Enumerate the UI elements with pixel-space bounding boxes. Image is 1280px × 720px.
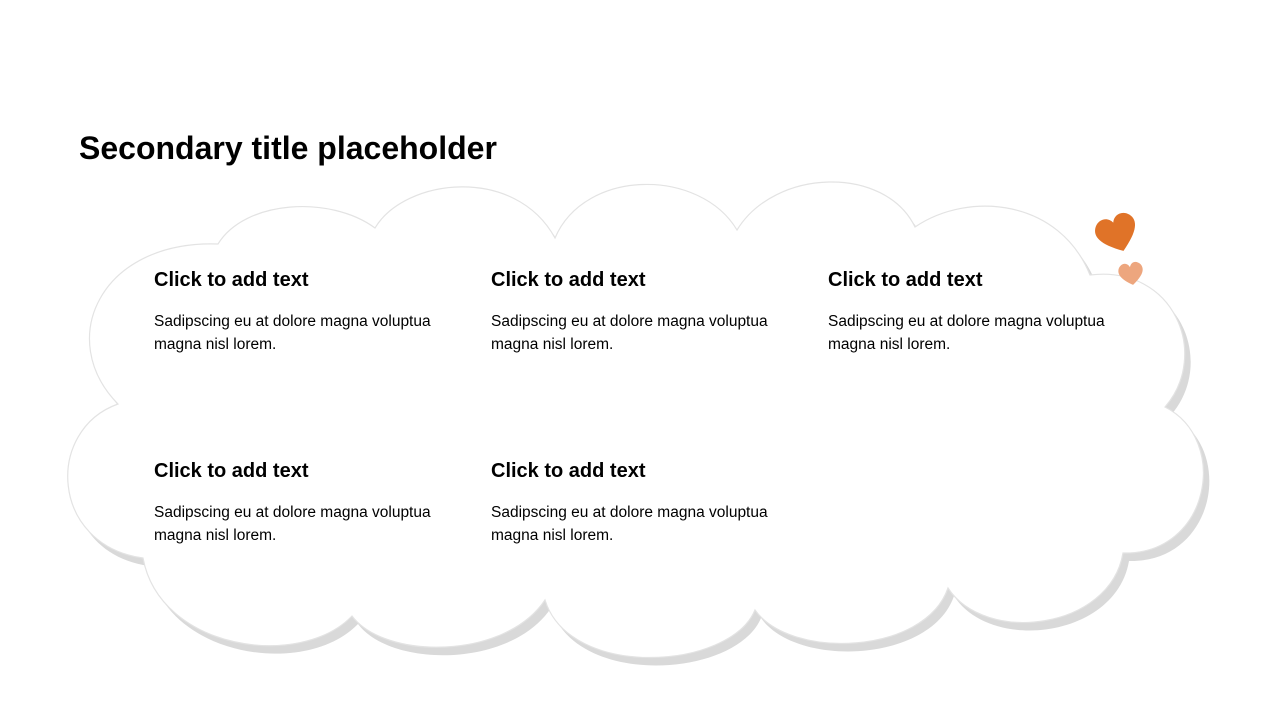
text-block-3[interactable] [828,268,1128,356]
text-block-4[interactable] [154,459,454,547]
text-block-1[interactable] [154,268,454,356]
heart-icon [1115,258,1147,288]
text-block-body: Sadipscing eu at dolore magna voluptua magna nisl lorem. [154,504,431,544]
slide-title[interactable]: Secondary title placeholder [79,130,497,166]
text-block-heading: Click to add text [491,269,646,291]
text-block-body: Sadipscing eu at dolore magna voluptua magna nisl lorem. [491,313,768,353]
text-block-heading: Click to add text [154,269,309,291]
text-block-5[interactable] [491,459,791,547]
text-block-2[interactable] [491,268,791,356]
text-block-body: Sadipscing eu at dolore magna voluptua magna nisl lorem. [828,313,1105,353]
text-block-body: Sadipscing eu at dolore magna voluptua magna nisl lorem. [491,504,768,544]
heart-icon [1091,208,1143,258]
text-block-heading: Click to add text [154,460,309,482]
text-block-body: Sadipscing eu at dolore magna voluptua magna nisl lorem. [154,313,431,353]
text-block-heading: Click to add text [491,460,646,482]
cloud-body [68,182,1204,658]
text-block-heading: Click to add text [828,269,983,291]
